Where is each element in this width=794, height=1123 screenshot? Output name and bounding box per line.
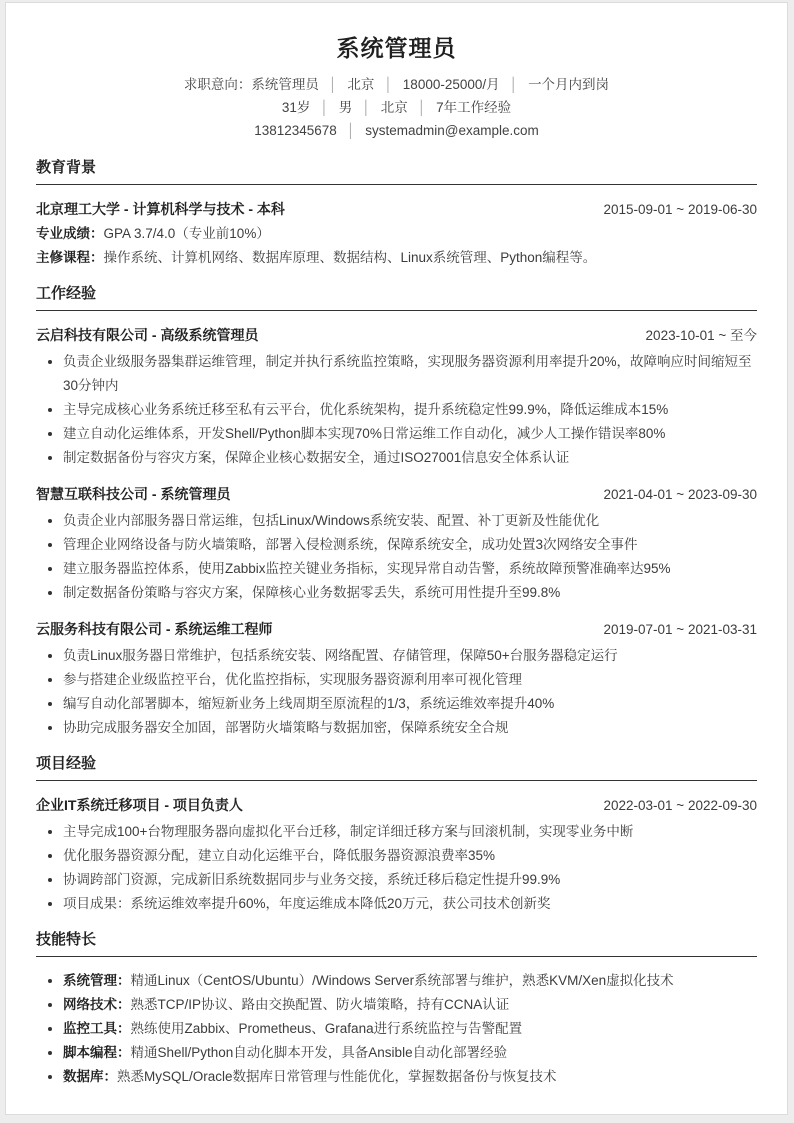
phone-number: 13812345678 [254,123,337,138]
skill-label: 系统管理： [63,973,131,988]
skill-item [36,969,757,993]
intent-city: 北京 [347,77,375,92]
job-intent-line [36,73,757,96]
job-bullet-text: 协助完成服务器安全加固，部署防火墙策略与数据加密，保障系统安全合规 [63,720,509,735]
bullet-icon [48,456,52,460]
skill-item [36,1017,757,1041]
separator: │ [320,100,329,115]
skill-item [36,993,757,1017]
school-degree: 北京理工大学 - 计算机科学与技术 - 本科 [36,201,285,217]
project-bullet-list [36,820,757,916]
contact-info-line [36,119,757,142]
skill-label: 网络技术： [63,997,131,1012]
skills-entry [36,969,757,1089]
gpa-label: 专业成绩： [36,226,104,241]
job-bullet-list [36,644,757,740]
job-entry [36,323,757,470]
project-title-row [36,793,757,818]
skill-label: 监控工具： [63,1021,131,1036]
skill-item [36,1041,757,1065]
bullet-icon [48,678,52,682]
page-title: 系统管理员 [336,35,457,61]
skill-text: 精通Linux（CentOS/Ubuntu）/Windows Server系统部署与维护，熟悉KVM/Xen虚拟化技术 [130,973,674,988]
skill-text: 熟悉TCP/IP协议、路由交换配置、防火墙策略，持有CCNA认证 [130,997,510,1012]
project-bullet-text: 主导完成100+台物理服务器向虚拟化平台迁移，制定详细迁移方案与回滚机制，实现零业务中断 [63,824,634,839]
separator: │ [384,77,393,92]
job-bullet [36,422,757,446]
bullet-icon [48,543,52,547]
job-bullet-text: 管理企业网络设备与防火墙策略，部署入侵检测系统，保障系统安全，成功处置3次网络安全事件 [63,537,638,552]
project-bullet-text: 优化服务器资源分配，建立自动化运维平台，降低服务器资源浪费率35% [63,848,496,863]
job-bullet [36,716,757,740]
bullet-icon [48,408,52,412]
resume-page [5,2,788,1115]
expected-salary: 18000-25000/月 [402,77,500,92]
bullet-icon [48,1003,52,1007]
skill-label: 脚本编程： [63,1045,131,1060]
job-bullet-text: 负责企业内部服务器日常运维，包括Linux/Windows系统安装、配置、补丁更新及性能优化 [63,513,600,528]
bullet-icon [48,1027,52,1031]
job-period: 2023-10-01 ~ 至今 [645,328,757,343]
job-period: 2019-07-01 ~ 2021-03-31 [603,622,757,637]
job-bullet-list [36,350,757,470]
job-bullet-text: 参与搭建企业级监控平台，优化监控指标，实现服务器资源利用率可视化管理 [63,672,522,687]
email-address: systemadmin@example.com [365,123,539,138]
project-role: 企业IT系统迁移项目 - 项目负责人 [36,797,243,813]
bullet-icon [48,1051,52,1055]
job-title-row [36,482,757,507]
bullet-icon [48,1075,52,1079]
job-bullet-text: 建立服务器监控体系，使用Zabbix监控关键业务指标，实现异常自动告警，系统故障预警准确率达95% [63,561,671,576]
age: 31岁 [281,100,311,115]
project-bullet-text: 项目成果：系统运维效率提升60%，年度运维成本降低20万元，获公司技术创新奖 [63,896,551,911]
job-bullet [36,398,757,422]
personal-info-line [36,96,757,119]
skill-item [36,1065,757,1089]
education-entry [36,197,757,270]
courses-label: 主修课程： [36,250,104,265]
contact-block [36,73,757,142]
job-bullet [36,692,757,716]
bullet-icon [48,902,52,906]
bullet-icon [48,979,52,983]
project-bullet [36,844,757,868]
education-period: 2015-09-01 ~ 2019-06-30 [603,202,757,217]
bullet-icon [48,854,52,858]
company-position: 云启科技有限公司 - 高级系统管理员 [36,327,259,343]
job-entry [36,617,757,740]
job-bullet-text: 制定数据备份与容灾方案，保障企业核心数据安全，通过ISO27001信息安全体系认证 [63,450,570,465]
skill-text: 精通Shell/Python自动化脚本开发，具备Ansible自动化部署经验 [130,1045,508,1060]
job-title-row [36,323,757,348]
gender: 男 [338,100,353,115]
location: 北京 [380,100,408,115]
skill-text: 熟练使用Zabbix、Prometheus、Grafana进行系统监控与告警配置 [130,1021,523,1036]
job-bullet [36,581,757,605]
project-entry [36,793,757,916]
job-bullet [36,446,757,470]
job-entry [36,482,757,605]
job-bullet [36,557,757,581]
courses-value: 操作系统、计算机网络、数据库原理、数据结构、Linux系统管理、Python编程等。 [103,250,597,265]
education-title-row [36,197,757,222]
bullet-icon [48,830,52,834]
bullet-icon [48,519,52,523]
bullet-icon [48,726,52,730]
skill-list [36,969,757,1089]
project-bullet-text: 协调跨部门资源，完成新旧系统数据同步与业务交接，系统迁移后稳定性提升99.9% [63,872,561,887]
separator: │ [328,77,338,92]
section-heading-skills: 技能特长 [36,930,757,957]
project-period: 2022-03-01 ~ 2022-09-30 [603,798,757,813]
section-projects [36,754,757,916]
bullet-icon [48,591,52,595]
job-bullet-text: 负责Linux服务器日常维护，包括系统安装、网络配置、存储管理，保障50+台服务器稳定运行 [63,648,618,663]
job-bullet-text: 编写自动化部署脚本，缩短新业务上线周期至原流程的1/3，系统运维效率提升40% [63,696,555,711]
bullet-icon [48,360,52,364]
project-bullet [36,820,757,844]
job-bullet [36,509,757,533]
job-bullet [36,350,757,398]
job-bullet [36,644,757,668]
bullet-icon [48,654,52,658]
job-bullet-text: 制定数据备份策略与容灾方案，保障核心业务数据零丢失，系统可用性提升至99.8% [63,585,561,600]
job-bullet-list [36,509,757,605]
company-position: 智慧互联科技公司 - 系统管理员 [36,486,231,502]
separator: │ [362,100,371,115]
gpa-line [36,222,757,246]
bullet-icon [48,432,52,436]
separator: │ [346,123,356,138]
company-position: 云服务科技有限公司 - 系统运维工程师 [36,621,273,637]
job-bullet [36,533,757,557]
job-bullet-text: 建立自动化运维体系，开发Shell/Python脚本实现70%日常运维工作自动化，减少人工操作错误率80% [63,426,666,441]
section-skills [36,930,757,1089]
project-bullet [36,868,757,892]
section-education [36,158,757,270]
availability: 一个月内到岗 [528,77,610,92]
job-intent: 求职意向：系统管理员 [183,77,319,92]
skill-text: 熟悉MySQL/Oracle数据库日常管理与性能优化，掌握数据备份与恢复技术 [117,1069,557,1084]
job-title-row [36,617,757,642]
separator: │ [417,100,427,115]
job-bullet-text: 主导完成核心业务系统迁移至私有云平台，优化系统架构，提升系统稳定性99.9%，降低运维成本15% [63,402,669,417]
gpa-value: GPA 3.7/4.0（专业前10%） [103,226,270,241]
separator: │ [509,77,519,92]
job-period: 2021-04-01 ~ 2023-09-30 [603,487,757,502]
section-heading-projects: 项目经验 [36,754,757,781]
job-bullet-text: 负责企业级服务器集群运维管理，制定并执行系统监控策略，实现服务器资源利用率提升20%，故障响应时间缩短至30分钟内 [63,354,752,393]
bullet-icon [48,567,52,571]
job-bullet [36,668,757,692]
skill-label: 数据库： [63,1069,117,1084]
section-heading-education: 教育背景 [36,158,757,185]
section-work-experience [36,284,757,740]
project-bullet [36,892,757,916]
section-heading-work: 工作经验 [36,284,757,311]
bullet-icon [48,702,52,706]
courses-line [36,246,757,270]
experience-years: 7年工作经验 [436,100,512,115]
bullet-icon [48,878,52,882]
